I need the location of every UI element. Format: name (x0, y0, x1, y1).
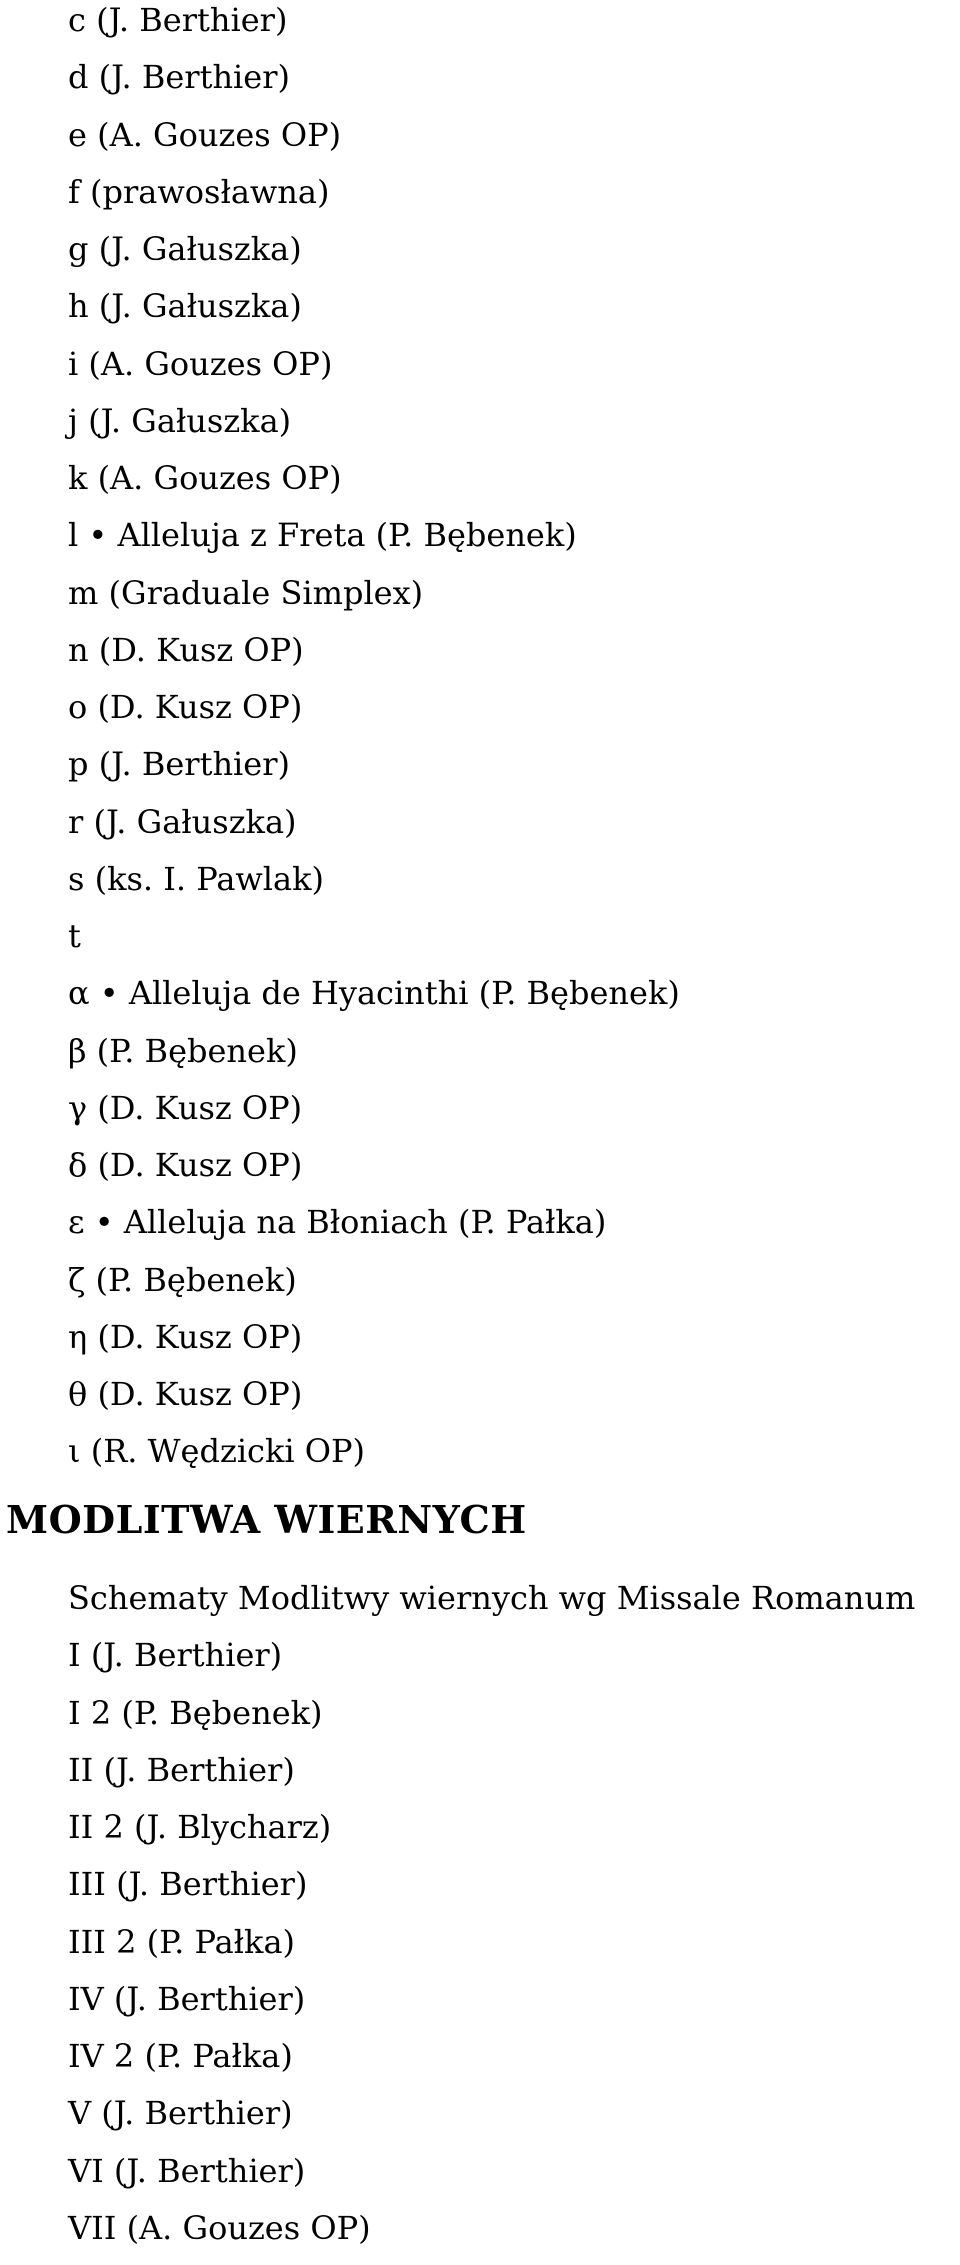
list-item: j (J. Gałuszka) (68, 401, 292, 440)
list-item: k (A. Gouzes OP) (68, 459, 342, 497)
list-item: d (J. Berthier) (68, 58, 290, 97)
list-item: IV 2 (P. Pałka) (68, 2037, 293, 2075)
list-item: o (D. Kusz OP) (68, 688, 303, 726)
list-item: f (prawosławna) (68, 172, 330, 211)
list-item: III 2 (P. Pałka) (68, 1922, 295, 1961)
list-item: Schematy Modlitwy wiernych wg Missale Romanum (68, 1579, 916, 1617)
list-item: I 2 (P. Bębenek) (68, 1693, 323, 1732)
list-item: θ (D. Kusz OP) (68, 1375, 303, 1413)
list-item: VII (A. Gouzes OP) (68, 2208, 371, 2247)
prayer-list (0, 1578, 915, 2265)
list-item: ι (R. Wędzicki OP) (68, 1432, 366, 1471)
list-item: δ (D. Kusz OP) (68, 1146, 303, 1184)
list-item: h (J. Gałuszka) (68, 287, 302, 326)
list-item: ε • Alleluja na Błoniach (P. Pałka) (68, 1203, 607, 1242)
list-item: V (J. Berthier) (68, 2094, 293, 2133)
list-item: ζ (P. Bębenek) (68, 1260, 297, 1299)
list-item: i (A. Gouzes OP) (68, 344, 333, 383)
list-item: s (ks. I. Pawlak) (68, 859, 324, 898)
list-item: r (J. Gałuszka) (68, 802, 297, 841)
list-item: α • Alleluja de Hyacinthi (P. Bębenek) (68, 974, 680, 1013)
list-item: β (P. Bębenek) (68, 1031, 298, 1070)
chant-list-alleluia (0, 0, 680, 1489)
list-item: l • Alleluja z Freta (P. Bębenek) (68, 516, 577, 555)
list-item: III (J. Berthier) (68, 1865, 308, 1904)
list-item: γ (D. Kusz OP) (68, 1088, 303, 1127)
list-item: c (J. Berthier) (68, 1, 288, 39)
list-item: VI (J. Berthier) (68, 2151, 306, 2190)
list-item: IV (J. Berthier) (68, 1979, 306, 2018)
list-item: e (A. Gouzes OP) (68, 115, 342, 154)
section-heading: MODLITWA WIERNYCH (6, 1497, 527, 1542)
list-item: II 2 (J. Blycharz) (68, 1808, 332, 1846)
list-item: n (D. Kusz OP) (68, 630, 304, 669)
list-item: I (J. Berthier) (68, 1636, 283, 1675)
list-item: m (Graduale Simplex) (68, 573, 424, 612)
list-item: g (J. Gałuszka) (68, 230, 302, 268)
list-item: η (D. Kusz OP) (68, 1317, 303, 1356)
list-item: II (J. Berthier) (68, 1750, 295, 1789)
list-item: t (68, 917, 81, 955)
list-item: p (J. Berthier) (68, 745, 290, 784)
